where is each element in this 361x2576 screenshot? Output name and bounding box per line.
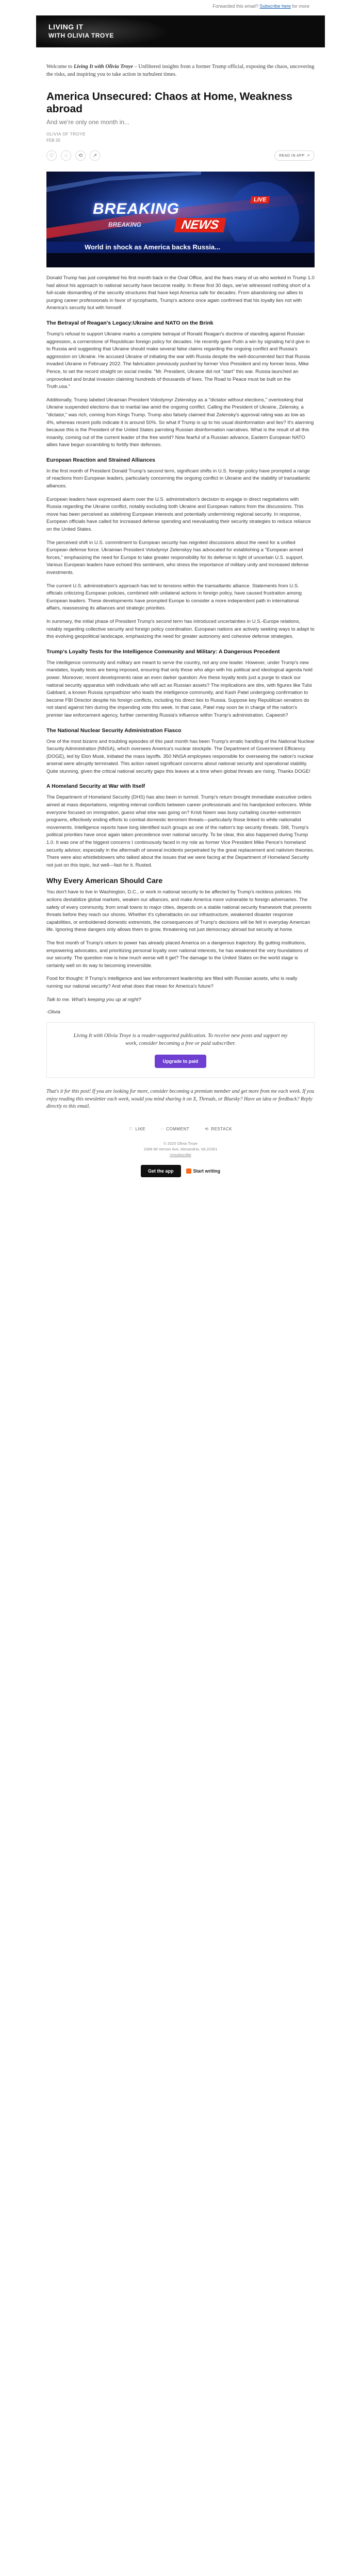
forward-notice: Forwarded this email? Subscribe here for more	[212, 4, 309, 9]
subscribe-message: Living It with Olivia Troye is a reader-supported publication. To receive new posts and support my work, consider becoming a free or paid subscriber.	[73, 1033, 288, 1047]
copyright: © 2025 Olivia Troye	[163, 1141, 198, 1146]
comment-icon: ◌	[161, 1127, 164, 1132]
section-heading: European Reaction and Strained Alliances	[46, 456, 155, 463]
section-paragraph: One of the most bizarre and troubling episodes of this past month has been Trump's erratic handling of the National Nuclear Security Administration (NNSA), which oversees America's nuclear stockpile. The Department of Government Efficiency (DOGE), led by Elon Musk, initiated the mass layoffs. 350 NNSA employees responsible for overseeing the nation's nuclear arsenal were abruptly terminated. This action raised significant concerns about national security and operational stability. Quite stunning, given the critical national security gaps this leaves at a time when global threats are rising. Thanks DOGE!	[46, 738, 315, 774]
heart-icon[interactable]: ♡	[46, 150, 57, 161]
section-heading: The National Nuclear Security Administration Fiasco	[46, 727, 182, 734]
publication-banner[interactable]	[36, 15, 325, 47]
post-body	[46, 275, 315, 1015]
section-paragraph: In the first month of President Donald Trump's second term, significant shifts in U.S. foreign policy have prompted a range of reactions from European leaders, particularly concerning the ongoing conflict in Ukraine and the stability of transatlantic alliances.	[46, 468, 310, 489]
upgrade-to-paid-button[interactable]: Upgrade to paid	[155, 1055, 207, 1068]
intro-paragraph: Donald Trump has just completed his first month back in the Oval Office, and the fears many of us who worked in Trump 1.0 had about his approach to national security have become reality. In these first 30 days, we've witnessed nothing short of a full-scale dismantling of the security structures that have kept America safe for decades. From abandoning our allies to purging career professionals in favor of sycophants, Trump's actions once again confirmed that his loyalty lies not with America's security but with himself.	[46, 275, 315, 311]
footer	[46, 1141, 315, 1158]
start-writing-link[interactable]: Start writing	[186, 1168, 221, 1174]
banner-line-1: LIVING IT	[48, 23, 84, 31]
section-heading: The Betrayal of Reagan's Legacy:Ukraine and NATO on the Brink	[46, 319, 214, 326]
subscribe-box	[46, 1022, 315, 1078]
app-promo	[46, 1165, 315, 1177]
why-paragraph: Food for thought: If Trump's intelligence and law enforcement leadership are filled with Russian assets, who is really running our national security? And what does that mean for America's future?	[46, 976, 298, 989]
engagement-row	[46, 1124, 315, 1134]
section-heading: Trump's Loyalty Tests for the Intelligence Community and Military: A Dangerous Precedent	[46, 648, 280, 655]
external-link-icon: ↗	[306, 154, 310, 158]
live-badge: LIVE	[250, 196, 270, 204]
section-paragraph: The intelligence community and military are meant to serve the country, not any one leader. However, under Trump's new mandates, loyalty tests are being imposed, ensuring that only those who align with his political and ideological agenda hold power. Moreover, recent developments raise an even darker question: Are these loyalty tests just a purge to stack our national security apparatus with individuals who will act as Russian assets? The implications are dire, with figures like Tulsi Gabbard, a known Russia sympathizer who leads the intelligence community, and Kash Patel undergoing confirmation to become FBI Director despite his foreign conflicts, including his direct ties to Russia. Suppose key Republican senators do not stand against him during the impending vote this week. In that case, Patel may soon be in charge of the nation's premier law enforcement agency, further cementing Russia's influence within Trump's administration. Capeesh?	[46, 659, 313, 718]
why-paragraph: You don't have to live in Washington, D.C., or work in national security to be affected by Trump's reckless policies. His actions destabilize global markets, weaken our alliances, and make America more vulnerable to foreign adversaries. The safety of every community, from small towns to major cities, depends on a stable national security framework that prevents threats before they reach our shores. Whether it's cyberattacks on our infrastructure, weakened disaster response capabilities, or emboldened domestic extremists, the consequences of Trump's decisions will be felt in everyday American life. Ignoring these dangers only allows them to grow, threatening not just democracy abroad but security at home.	[46, 889, 312, 933]
comment-button[interactable]: ◌ COMMENT	[161, 1127, 190, 1132]
welcome-text: Welcome to Living It with Olivia Troye – Unfiltered insights from a former Trump official, exposing the chaos, uncovering the risks, and inspiring you to take action in turbulent times.	[46, 64, 315, 77]
section-paragraph: The perceived shift in U.S. commitment to European security has reignited discussions about the need for a unified European defense force. Ukrainian President Volodymyr Zelenskyy has advocated for establishing a "European armed forces," emphasizing the need for Europe to take greater responsibility for its defense in light of uncertain U.S. support. Various European leaders have echoed this sentiment, who stress the importance of military unity and increased defense investments.	[46, 539, 309, 575]
postscript: That's it for this post! If you are looking for more, consider becoming a premium member and get more from me each week. If you enjoy reading this newsletter each week, would you mind sharing it on X, Threads, or Bluesky? Have an idea or feedback? Reply directly to this email.	[46, 1089, 315, 1110]
address: 2308 Mt Vernon Ave, Alexandria, VA 22301	[143, 1146, 218, 1151]
read-in-app-button[interactable]: READ IN APP ↗	[274, 150, 315, 161]
section-paragraph: In summary, the initial phase of President Trump's second term has introduced uncertainties in U.S.-Europe relations, notably regarding collective security and foreign policy coordination. European nations are actively seeking ways to adapt to this evolving geopolitical landscape, emphasizing the need for greater autonomy and cohesive defense strategies.	[46, 618, 315, 640]
get-app-button[interactable]: Get the app	[141, 1165, 181, 1177]
heart-icon: ♡	[128, 1127, 133, 1132]
closing-question: Talk to me. What's keeping you up at night?	[46, 996, 141, 1003]
share-icon[interactable]: ↗	[90, 150, 100, 161]
unsubscribe-link[interactable]: Unsubscribe	[170, 1152, 191, 1157]
section-paragraph: The current U.S. administration's approach has led to tensions within the transatlantic alliance. Statements from U.S. officials criticizing European policies, combined with unilateral actions in foreign policy, have caused frustration among European leaders. These developments have prompted Europe to consider a more independent path in international affairs, reassessing its alliances and strategic priorities.	[46, 583, 302, 612]
banner-line-2: WITH OLIVIA TROYE	[48, 32, 114, 39]
hero-image	[46, 172, 315, 267]
hero-breaking-text: BREAKING	[93, 200, 180, 217]
post-subtitle: And we're only one month in...	[46, 118, 130, 126]
why-heading: Why Every American Should Care	[46, 876, 163, 885]
section-paragraph: Additionally, Trump labeled Ukrainian President Volodymyr Zelenskyy as a "dictator without elections," overlooking that Ukraine suspended elections due to martial law amid the ongoing conflict. Calling the President of Ukraine, Zelensky, a "dictator," was rich, coming from Kings Trump. Trump also falsely claimed that Zelensky's approval rating was as low as 4%, whereas recent polls indicate it is around 50%. So what if Trump is up to his usual disinformation and lies? It's alarming because this is the President of the United States parroting Russian disinformation narratives. What is the result of all this insanity, coming out of the current leader of the free world? Now fearful of a Russian advance, Eastern European NATO allies have begun scrambling to fortify their defenses.	[46, 397, 314, 448]
comment-icon[interactable]: ◌	[61, 150, 71, 161]
subscribe-link[interactable]: Subscribe here	[259, 4, 291, 9]
post-actions	[46, 148, 315, 163]
section-paragraph: The Department of Homeland Security (DHS) has also been in turmoil. Trump's return brought immediate executive orders aimed at mass deportations, reigniting internal conflicts between career professionals and his handpicked enforcers. While everyone focused on immigration, guess what else was going on? Kristi Noem was busy curtailing counter-extremism programs, effectively ending efforts to combat domestic terrorism threats—particularly those linked to white nationalist movements. Intelligence reports have long identified such groups as one of the nation's top security threats. Still, Trump's political priorities have once again taken precedence over national security. To be clear, this also happened during Trump 1.0. It was one of the biggest concerns I continuously faced in my role as former Vice President Mike Pence's homeland security advisor, especially in the aftermath of several incidents perpetrated by the great replacement and nativism theories. There were also whistleblowers who talked about the issues that we were facing at the Department of Homeland Security not just on this topic, but well—fast for it. Rusted.	[46, 794, 315, 868]
post-author[interactable]: OLIVIA OF TROYE	[46, 132, 86, 137]
why-paragraph: The first month of Trump's return to power has already placed America on a dangerous trajectory. By gutting institutions, empowering advocates, and prioritizing personal loyalty over national interests, he has weakened the very foundations of our security. The question now is how much worse will it get? The damage to the United States on the world stage is certainly well on its way to becoming irreversible.	[46, 940, 308, 969]
restack-icon: ⟲	[205, 1127, 209, 1132]
restack-icon[interactable]: ⟲	[75, 150, 86, 161]
restack-button[interactable]: ⟲ RESTACK	[205, 1127, 232, 1132]
post-date: FEB 20	[46, 138, 60, 143]
section-paragraph: European leaders have expressed alarm over the U.S. administration's decision to engage in direct negotiations with Russia regarding the Ukraine conflict, notably excluding both Ukraine and European nations from the discussions. This move has been perceived as sidelining European interests and potentially undermining regional security. In response, European officials have called for increased defense spending and reevaluating their security strategies to reduce reliance on the United States.	[46, 496, 311, 533]
substack-logo-icon	[186, 1168, 191, 1174]
hero-ticker: World in shock as America backs Russia...	[46, 242, 315, 253]
section-paragraph: Trump's refusal to support Ukraine marks a complete betrayal of Ronald Reagan's doctrine of standing against Russian aggression, a cornerstone of Republican foreign policy for decades. He recently gave Putin a win by signaling he'd give in to Russia and suggesting that Ukraine should make several false claims regarding the ongoing conflict and Russia's aggression on Ukraine. He accused Ukraine of initiating the war with Russia despite the well-documented fact that Russia invaded Ukraine in February 2022. The fabrication previously pushed by former Vice President and my former boss, Mike Pence, to set the record straight on social media: "Mr. President, Ukraine did not "start" this war. Russia launched an unprovoked and brutal invasion claiming hundreds of thousands of lives. The Road to Peace must be built on the Truth.usa."	[46, 331, 310, 390]
signature: -Olivia	[46, 1009, 60, 1015]
section-heading: A Homeland Security at War with Itself	[46, 783, 145, 790]
like-button[interactable]: ♡ LIKE	[128, 1127, 145, 1132]
hero-breaking-small: BREAKING	[108, 221, 142, 228]
post-title[interactable]: America Unsecured: Chaos at Home, Weakness abroad	[46, 91, 292, 115]
hero-news-text: NEWS	[174, 218, 226, 232]
